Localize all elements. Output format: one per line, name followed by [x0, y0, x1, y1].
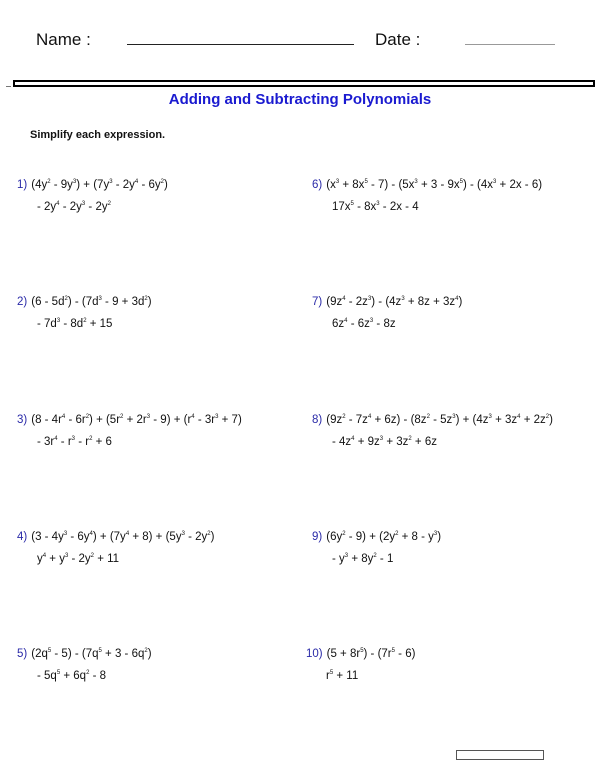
- problem-number: 5): [17, 648, 28, 660]
- problem-number: 3): [17, 414, 28, 426]
- problem-expression: $(4y^2 - 9y^3) + (7y^3 - 2y^4 - 6y^2)$: [31, 179, 168, 191]
- score-box[interactable]: [456, 750, 544, 760]
- problem-3: [17, 414, 242, 448]
- problem-answer: - $3r^4 - r^3 - r^2 + 6$: [37, 436, 112, 448]
- problem-expression: $(8 - 4r^4 - 6r^2) + (5r^2 + 2r^3 - 9) + (r^4 - 3r^3 + 7)$: [31, 414, 242, 426]
- name-label: Name :: [36, 30, 91, 49]
- problem-number: 1): [17, 179, 28, 191]
- problem-answer: - $y^3 + 8y^2 - 1$: [332, 553, 394, 565]
- problem-5: [17, 648, 152, 682]
- problem-expression: $(6 - 5d^2) - (7d^3 - 9 + 3d^2)$: [31, 296, 152, 308]
- problem-number: 7): [312, 296, 323, 308]
- problem-answer: - $2y^4 - 2y^3 - 2y^2$: [37, 201, 111, 213]
- problem-7: [312, 296, 462, 330]
- problem-number: 2): [17, 296, 28, 308]
- problem-answer: $17x^5 - 8x^3 - 2x - 4$: [332, 201, 419, 213]
- problem-4: [17, 531, 214, 565]
- name-input-line[interactable]: [127, 44, 354, 45]
- problem-answer: $6z^4 - 6z^3 - 8z$: [332, 318, 396, 330]
- problem-answer: $y^4 + y^3 - 2y^2 + 11$: [37, 553, 120, 565]
- problem-6: [312, 179, 542, 213]
- problem-expression: $(5 + 8r^5) - (7r^5 - 6)$: [326, 648, 416, 660]
- worksheet-title: Adding and Subtracting Polynomials: [168, 91, 432, 108]
- problem-answer: - $4z^4 + 9z^3 + 3z^2 + 6z$: [332, 436, 437, 448]
- problem-expression: $(6y^2 - 9) + (2y^2 + 8 - y^3)$: [326, 531, 442, 543]
- problem-10: [306, 648, 415, 682]
- date-label: Date :: [375, 30, 421, 49]
- header-divider: [13, 80, 595, 87]
- problem-number: 10): [306, 648, 323, 660]
- problem-answer: - $5q^5 + 6q^2 - 8$: [37, 670, 107, 682]
- problem-2: [17, 296, 152, 330]
- problem-9: [312, 531, 441, 565]
- problem-expression: $(x^3 + 8x^5 - 7) - (5x^3 + 3 - 9x^5) - (4x^3 + 2x - 6)$: [326, 179, 543, 191]
- problem-number: 9): [312, 531, 323, 543]
- problem-expression: $(2q^5 - 5) - (7q^5 + 3 - 6q^2)$: [31, 648, 152, 660]
- date-input-line[interactable]: [465, 44, 555, 45]
- instructions: Simplify each expression.: [30, 129, 166, 141]
- divider-tick: [6, 86, 11, 87]
- problem-answer: - $7d^3 - 8d^2 + 15$: [37, 318, 113, 330]
- problem-8: [312, 414, 553, 448]
- problem-expression: $(9z^4 - 2z^3) - (4z^3 + 8z + 3z^4)$: [326, 296, 463, 308]
- problem-number: 8): [312, 414, 323, 426]
- problem-expression: $(9z^2 - 7z^4 + 6z) - (8z^2 - 5z^3) + (4z^3 + 3z^4 + 2z^2)$: [326, 414, 553, 426]
- problem-expression: $(3 - 4y^3 - 6y^4) + (7y^4 + 8) + (5y^3 - 2y^2)$: [31, 531, 215, 543]
- problem-number: 4): [17, 531, 28, 543]
- problem-1: [17, 179, 168, 213]
- problem-answer: $r^5 + 11$: [326, 670, 359, 682]
- problem-number: 6): [312, 179, 323, 191]
